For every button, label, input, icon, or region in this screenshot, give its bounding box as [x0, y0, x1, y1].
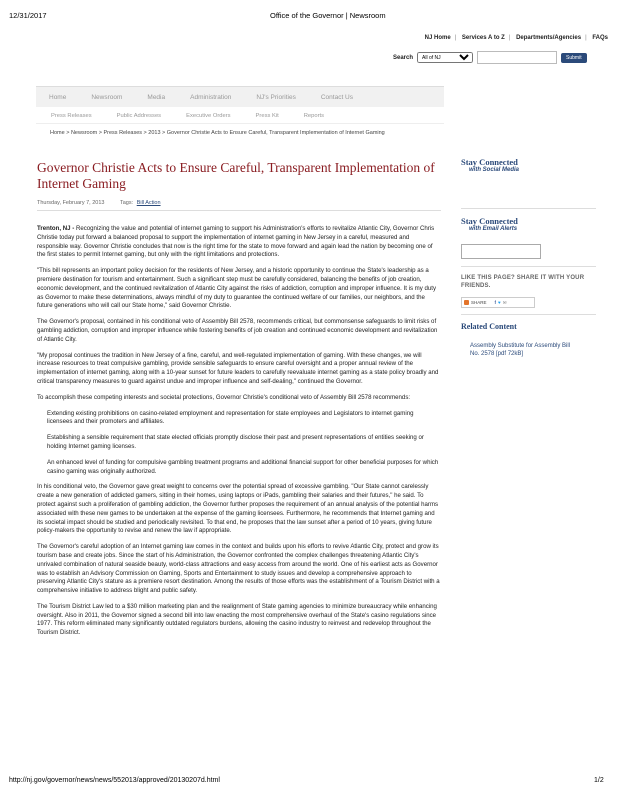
lead-paragraph: Trenton, NJ - Recognizing the value and potential of internet gaming to support his Administration's efforts to revitalize Atlantic City, Governor Chris Christie today put forward a balanced proposal to support the implementation of internet gaming in New Jersey in a careful, measured and responsible way. Governor Christie concludes that now is the right time for the state to move forward and again lead the nation by becoming one of the first states to permit Internet gaming, but only with the right limitations and protections.	[37, 225, 435, 259]
top-nav-services[interactable]: Services A to Z	[461, 35, 505, 41]
article-date: Thursday, February 7, 2013	[37, 200, 105, 206]
search-bar	[393, 51, 587, 64]
main-nav-home[interactable]: Home	[49, 93, 67, 101]
print-page-title: Office of the Governor | Newsroom	[270, 11, 386, 20]
list-item: Establishing a sensible requirement that state elected officials promptly disclose their past and present representations of entities seeking or holding Internet gaming licenses.	[47, 434, 424, 450]
email-icon: ✉	[502, 299, 507, 305]
main-nav-administration[interactable]: Administration	[190, 93, 232, 101]
main-nav-contact[interactable]: Contact Us	[320, 93, 353, 101]
top-nav: NJ Home | Services A to Z | Departments/Agencies | FAQs	[424, 35, 608, 41]
paragraph: In his conditional veto, the Governor gave great weight to concerns over the potential spread of excessive gambling. "Our State cannot carelessly create a new generation of addicted gamers, sitting in their homes, using laptops or iPads, gambling their salaries and their futures," he said. To protect against such a proliferation of gambling addiction, the Governor further proposes the requirement of an annual analysis of the potential harms associated with these new games to be undertaken at the expense of the gaming licensees. Furthermore, he recommends that Internet gaming and its societal impact should be studied and periodically revisited. To that end, he proposes that the law sunset after a period of 10 years, giving future policy-makers the opportunity to revise and renew the law if appropriate.	[37, 483, 439, 535]
divider	[461, 314, 596, 315]
paragraph: "My proposal continues the tradition in New Jersey of a fine, careful, and well-regulated implementation of gaming. With these changes, we will increase resources to treat compulsive gambling, provide sensible safeguards to ensure careful oversight and a proper annual review of the implementation of internet gaming, along with a 10-year sunset for future leaders to carefully reevaluate internet gaming as a state policy broadly and critical transparency measures to guard against undue and improper influence and self-dealing," continued the Governor.	[37, 351, 439, 385]
sub-nav-press-kit[interactable]: Press Kit	[255, 113, 279, 119]
article-body	[37, 225, 440, 645]
list-item: An enhanced level of funding for compulsive gambling treatment programs and additional financial support for other beneficial purposes for which casino gaming was originally authorized.	[47, 458, 439, 475]
social-subtitle: with Social Media	[469, 167, 520, 173]
search-input[interactable]	[477, 51, 557, 64]
main-nav-newsroom[interactable]: Newsroom	[91, 93, 123, 101]
email-alerts-box	[461, 216, 596, 232]
paragraph: To accomplish these competing interests and societal protections, Governor Christie's conditional veto of Assembly Bill 2578 recommends:	[37, 393, 411, 401]
paragraph: "This bill represents an important policy decision for the residents of New Jersey, and a historic opportunity to continue the State's leadership as a premiere destination for tourism and entertainment. Such a significant step must be carefully considered, balancing the benefits of job creation, economic development, and the continued revitalization of Atlantic City against the risks of addiction, corruption and improper influence. It is my duty as Governor to make these determinations, always mindful of my duty to guarantee the continued welfare of our families, our neighbors, and the future generations who will call our State home," said Governor Christie.	[37, 267, 437, 310]
sub-nav-public-addresses[interactable]: Public Addresses	[116, 113, 162, 119]
dateline: Trenton, NJ -	[37, 225, 75, 232]
share-button[interactable]: SHARE f ♥ ✉	[461, 297, 535, 308]
main-nav-media[interactable]: Media	[147, 93, 166, 101]
search-scope-select[interactable]	[417, 52, 473, 63]
paragraph: The Governor's proposal, contained in his conditional veto of Assembly Bill 2578, recommends critical, but commonsense safeguards to limit risks of gambling addiction, corruption and improper influence while fostering benefits of job creation and continued economic development and revitalization of Atlantic City.	[37, 318, 438, 343]
paragraph: The Tourism District Law led to a $30 million marketing plan and the realignment of State gaming agencies to minimize bureaucracy while enhancing oversight. Also in 2011, the Governor signed a second bill into law enacting the most comprehensive overhaul of the State's casino regulations since 1977. This reform eliminated many significantly outdated regulators burdens, allowing the casino industry to reinvest and redevelop throughout the Tourism District.	[37, 602, 437, 637]
search-submit-button[interactable]: Submit	[561, 53, 587, 63]
tag-link[interactable]: Bill Action	[136, 200, 161, 206]
main-nav	[36, 86, 444, 107]
breadcrumb[interactable]: Home > Newsroom > Press Releases > 2013 > Governor Christie Acts to Ensure Careful, Transparent Implementation of Internet Gaming	[50, 130, 385, 136]
email-input[interactable]	[461, 244, 541, 259]
print-page-number: 1/2	[594, 777, 604, 784]
divider	[461, 266, 596, 267]
sub-nav-executive-orders[interactable]: Executive Orders	[186, 113, 231, 119]
page-title: Governor Christie Acts to Ensure Careful, Transparent Implementation of Internet Gaming	[37, 160, 435, 191]
divider	[37, 210, 441, 211]
search-label: Search	[393, 54, 414, 61]
article-meta	[37, 200, 161, 206]
email-title: Stay Connected	[461, 216, 518, 226]
tags-label: Tags:	[120, 200, 134, 206]
twitter-icon: ♥	[498, 300, 501, 305]
top-nav-departments[interactable]: Departments/Agencies	[516, 35, 582, 41]
list-item: Extending existing prohibitions on casino-related employment and representation for state employees and Legislators to internet gaming licensees and their promoters and affiliates.	[47, 409, 414, 426]
top-nav-faqs[interactable]: FAQs	[592, 35, 608, 41]
related-content-title: Related Content	[461, 322, 517, 331]
main-nav-priorities[interactable]: NJ's Priorities	[256, 93, 296, 101]
sub-nav-press-releases[interactable]: Press Releases	[51, 113, 92, 119]
paragraph: The Governor's careful adoption of an Internet gaming law comes in the context and builds upon his efforts to revive Atlantic City, protect and grow its tourism base and create jobs. Since the start of his Administration, the Governor confronted the complex challenges threatening Atlantic City's unrivaled combination of natural seaside beauty, world-class attractions and easy access from around the world. One of his earliest acts as Governor was to establish an Advisory Commission on Gaming, Sports and Entertainment to study issues and develop a comprehensive approach to preserving Atlantic City's stature as a premiere resort destination. Among the results of those efforts was the establishment of a Tourism District with a comprehensive initiative to address blight and public safety.	[37, 543, 440, 595]
sub-nav	[36, 109, 444, 124]
top-nav-nj-home[interactable]: NJ Home	[424, 35, 451, 41]
share-icon	[464, 300, 469, 305]
social-media-box	[461, 157, 596, 173]
print-url: http://nj.gov/governor/news/news/552013/approved/20130207d.html	[9, 777, 220, 784]
related-content-link[interactable]: Assembly Substitute for Assembly Bill No. 2578 [pdf 72kB]	[470, 343, 571, 357]
social-title: Stay Connected	[461, 157, 518, 167]
divider	[461, 208, 596, 209]
email-subtitle: with Email Alerts	[469, 226, 518, 232]
share-prompt: LIKE THIS PAGE? SHARE IT WITH YOUR FRIENDS.	[461, 275, 585, 289]
sub-nav-reports[interactable]: Reports	[303, 113, 325, 119]
print-date: 12/31/2017	[9, 11, 47, 20]
facebook-icon: f	[494, 300, 497, 305]
